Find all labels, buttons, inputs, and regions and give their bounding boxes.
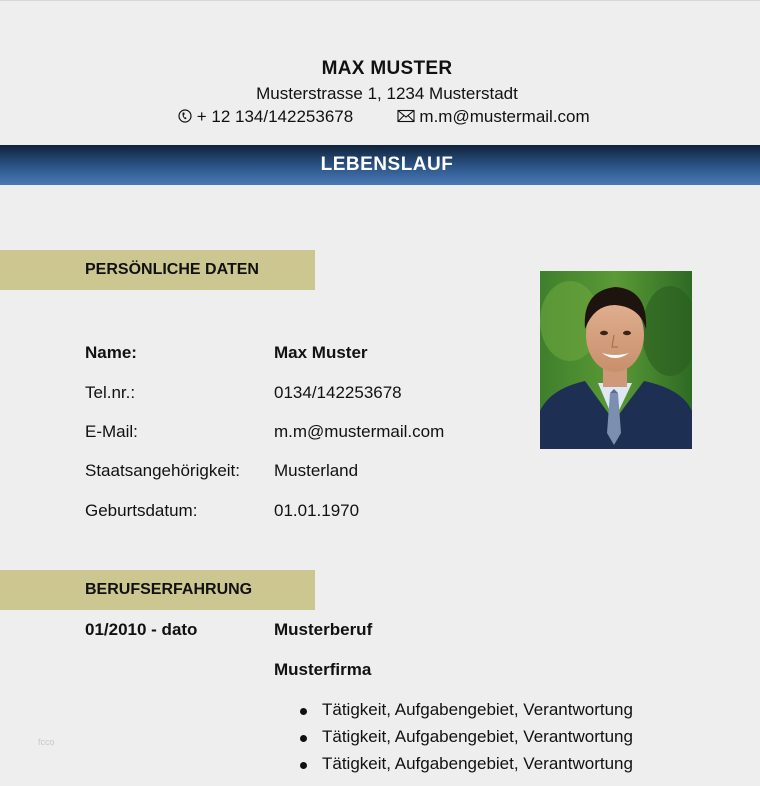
- section-work-experience: [0, 570, 315, 610]
- header-email: m.m@mustermail.com: [419, 107, 590, 126]
- header-address: Musterstrasse 1, 1234 Musterstadt: [256, 84, 518, 103]
- row-value: m.m@mustermail.com: [274, 422, 445, 441]
- header-name: MAX MUSTER: [321, 58, 453, 79]
- section-heading: PERSÖNLICHE DATEN: [85, 261, 259, 278]
- profile-photo: [540, 271, 692, 449]
- header-phone: + 12 134/142253678: [196, 107, 354, 126]
- phone-icon: [178, 108, 192, 128]
- row-label: Geburtsdatum:: [85, 501, 198, 520]
- duty-text: Tätigkeit, Aufgabengebiet, Verantwortung: [322, 754, 633, 773]
- header-contact: [178, 107, 590, 128]
- bullet-icon: [300, 762, 307, 769]
- experience-period: 01/2010 - dato: [85, 620, 198, 639]
- title-banner: [0, 145, 760, 185]
- bullet-icon: [300, 735, 307, 742]
- experience-company: Musterfirma: [274, 660, 372, 679]
- duty-text: Tätigkeit, Aufgabengebiet, Verantwortung: [322, 727, 633, 746]
- row-value: 0134/142253678: [274, 383, 402, 402]
- row-value: Musterland: [274, 461, 359, 480]
- envelope-icon: [397, 108, 415, 128]
- section-heading: BERUFSERFAHRUNG: [85, 581, 253, 598]
- watermark: fcco: [38, 737, 55, 747]
- duty-text: Tätigkeit, Aufgabengebiet, Verantwortung: [322, 700, 633, 719]
- row-label: E-Mail:: [85, 422, 138, 441]
- section-personal-data: [0, 250, 315, 290]
- experience-job-title: Musterberuf: [274, 620, 373, 639]
- banner-title: LEBENSLAUF: [320, 154, 454, 175]
- row-value: Max Muster: [274, 343, 368, 362]
- bullet-icon: [300, 708, 307, 715]
- row-label: Name:: [85, 343, 137, 362]
- row-label: Tel.nr.:: [85, 383, 136, 402]
- row-label: Staatsangehörigkeit:: [85, 461, 240, 480]
- row-value: 01.01.1970: [274, 501, 360, 520]
